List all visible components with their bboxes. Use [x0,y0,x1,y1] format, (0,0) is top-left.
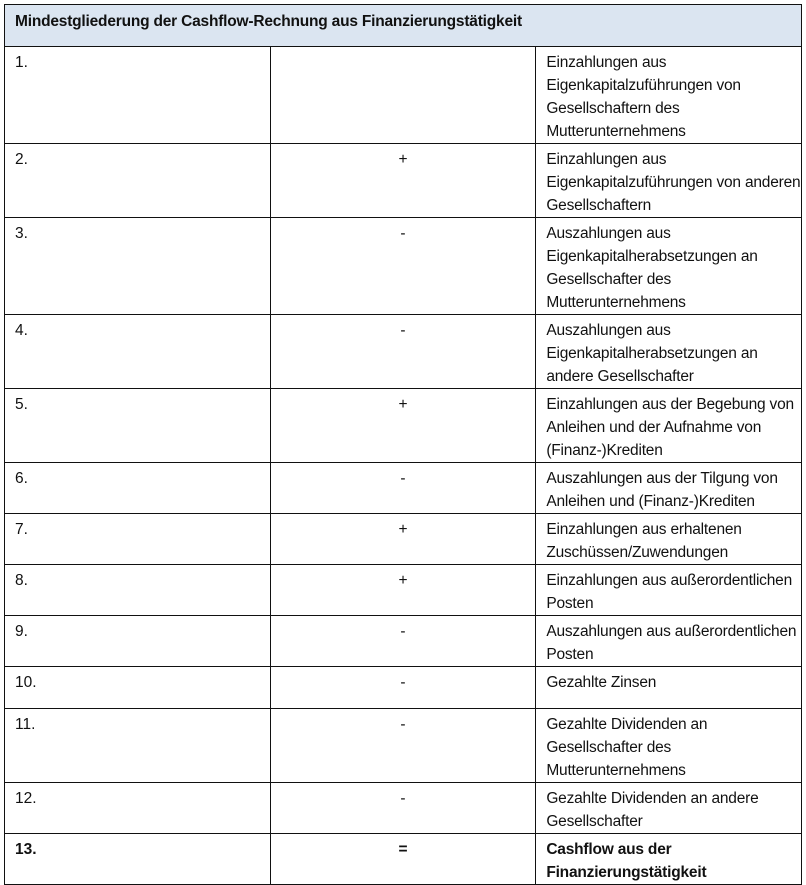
row-number: 2. [5,144,271,218]
row-operator: - [270,218,536,315]
row-description: Einzahlungen aus Eigenkapitalzuführungen von anderen Gesellschaftern [536,144,802,218]
row-number: 7. [5,514,271,565]
row-description: Auszahlungen aus außerordentlichen Posten [536,616,802,667]
row-number: 5. [5,389,271,463]
table-row [5,47,802,144]
row-description: Cashflow aus der Finanzierungstätigkeit [536,834,802,885]
table-row [5,218,802,315]
row-description: Gezahlte Zinsen [536,667,802,709]
row-description: Einzahlungen aus Eigenkapitalzuführungen von Gesellschaftern des Mutterunternehmens [536,47,802,144]
row-number: 12. [5,783,271,834]
row-operator: - [270,709,536,783]
row-description: Einzahlungen aus der Begebung von Anleihen und der Aufnahme von (Finanz-)Krediten [536,389,802,463]
row-operator: + [270,565,536,616]
row-number: 6. [5,463,271,514]
row-description: Gezahlte Dividenden an Gesellschafter des Mutterunternehmens [536,709,802,783]
row-operator: = [270,834,536,885]
row-operator: - [270,667,536,709]
row-operator: + [270,389,536,463]
row-description: Auszahlungen aus Eigenkapitalherabsetzungen an andere Gesellschafter [536,315,802,389]
row-operator: - [270,463,536,514]
row-number: 3. [5,218,271,315]
table-row [5,144,802,218]
row-operator: - [270,616,536,667]
table-row [5,667,802,709]
table-row [5,565,802,616]
row-operator: + [270,514,536,565]
row-number: 10. [5,667,271,709]
table-row [5,616,802,667]
table-row [5,463,802,514]
row-operator: - [270,783,536,834]
row-operator: - [270,315,536,389]
row-description: Einzahlungen aus erhaltenen Zuschüssen/Zuwendungen [536,514,802,565]
row-description: Auszahlungen aus der Tilgung von Anleihen und (Finanz-)Krediten [536,463,802,514]
row-number: 11. [5,709,271,783]
row-number: 8. [5,565,271,616]
row-number: 13. [5,834,271,885]
table-row [5,709,802,783]
row-operator: + [270,144,536,218]
table-row [5,514,802,565]
row-description: Auszahlungen aus Eigenkapitalherabsetzungen an Gesellschafter des Mutterunternehmens [536,218,802,315]
table-row [5,783,802,834]
row-description: Einzahlungen aus außerordentlichen Posten [536,565,802,616]
table-row [5,389,802,463]
table-row-total [5,834,802,885]
table-header-row [5,5,802,47]
row-description: Gezahlte Dividenden an andere Gesellschafter [536,783,802,834]
table-title: Mindestgliederung der Cashflow-Rechnung aus Finanzierungstätigkeit [5,5,802,47]
row-operator [270,47,536,144]
row-number: 9. [5,616,271,667]
cashflow-table [4,4,802,885]
table-row [5,315,802,389]
row-number: 4. [5,315,271,389]
row-number: 1. [5,47,271,144]
